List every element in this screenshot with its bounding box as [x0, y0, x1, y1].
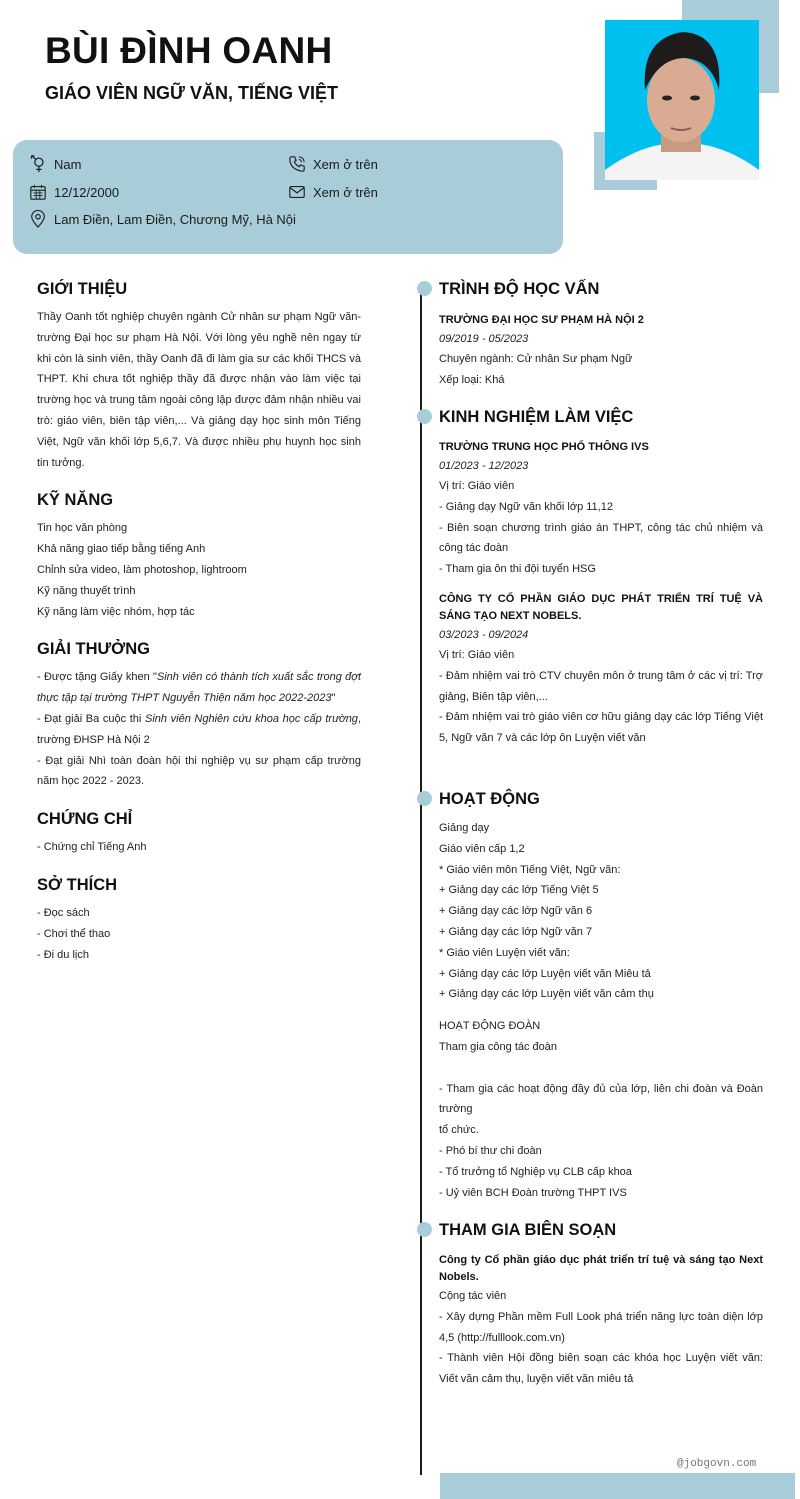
certificates-section [37, 810, 361, 858]
award-item: - Đạt giải Nhì toàn đoàn hội thi nghiệp vụ sư phạm cấp trường năm học 2022 - 2023. [37, 754, 361, 788]
union-subtitle: Tham gia công tác đoàn [439, 1040, 558, 1053]
skills-section [37, 491, 361, 622]
location-icon [29, 210, 47, 228]
experience-title: KINH NGHIỆM LÀM VIỆC [439, 408, 634, 426]
intro-title: GIỚI THIỆU [37, 280, 128, 298]
timeline-dot [417, 1222, 432, 1237]
decor-block-bottom [440, 1473, 795, 1499]
activity-line: + Giảng dạy các lớp Tiếng Việt 5 [439, 884, 599, 897]
job-line: Vị trí: Giáo viên [439, 648, 515, 661]
editing-line: Cộng tác viên [439, 1290, 507, 1302]
profile-photo [605, 20, 759, 180]
award-item: - Đạt giải Ba cuộc thi Sinh viên Nghiên cứu khoa học cấp trường, trường ĐHSP Hà Nội 2 [37, 712, 361, 746]
left-column [37, 280, 361, 983]
union-line: - Uỷ viên BCH Đoàn trường THPT IVS [439, 1186, 627, 1199]
skill-item: Chỉnh sửa video, làm photoshop, lightroom [37, 563, 247, 576]
activity-line: + Giảng dạy các lớp Ngữ văn 6 [439, 905, 593, 918]
activities-section [439, 790, 763, 1203]
editing-title: THAM GIA BIÊN SOẠN [439, 1221, 617, 1239]
skill-item: Kỹ năng thuyết trình [37, 584, 136, 597]
union-title: HOẠT ĐỘNG ĐOÀN [439, 1020, 541, 1033]
phone-value: Xem ở trên [313, 156, 378, 172]
activity-line: * Giáo viên môn Tiếng Việt, Ngữ văn: [439, 863, 621, 876]
union-line: - Phó bí thư chi đoàn [439, 1144, 542, 1157]
awards-title: GIẢI THƯỞNG [37, 640, 151, 659]
contact-panel [13, 140, 563, 254]
job-title: GIÁO VIÊN NGỮ VĂN, TIẾNG VIỆT [45, 83, 338, 103]
skill-item: Tin học văn phòng [37, 522, 128, 535]
hobby-item: - Đọc sách [37, 906, 90, 919]
timeline-dot [417, 409, 432, 424]
editing-line: - Thành viên Hội đồng biên soạn các khóa học Luyện viết văn: Viết văn cảm thụ, luyện viết văn miêu tả [439, 1352, 763, 1386]
address-value: Lam Điền, Lam Điền, Chương Mỹ, Hà Nội [54, 211, 296, 227]
job-date: 01/2023 - 12/2023 [439, 460, 529, 472]
certificate-item: - Chứng chỉ Tiếng Anh [37, 841, 147, 854]
timeline-dot [417, 281, 432, 296]
union-line: - Tham gia các hoạt động đầy đủ của lớp, liên chi đoàn và Đoàn trường [439, 1082, 763, 1116]
email-row [288, 183, 378, 201]
certificates-title: CHỨNG CHỈ [37, 810, 133, 829]
hobby-item: - Đi du lịch [37, 948, 89, 961]
experience-section [439, 408, 763, 749]
activity-line: + Giảng dạy các lớp Luyện viết văn Miêu tả [439, 967, 651, 980]
education-major: Chuyên ngành: Cử nhân Sư phạm Ngữ [439, 353, 633, 365]
job-line: - Đảm nhiệm vai trò giáo viên cơ hữu giảng dạy các lớp Tiếng Việt 5, Ngữ văn 7 và các lớp ôn Luyện viết văn [439, 711, 763, 745]
hobbies-section [37, 876, 361, 965]
intro-text: Thầy Oanh tốt nghiệp chuyên ngành Cử nhân sư phạm Ngữ văn- trường Đại học sư phạm Hà Nội. Với lòng yêu nghề nên ngay từ khi còn là sinh viên, thầy Oanh đã đi làm gia sư các khối THCS và THPT. Khi chưa tốt nghiệp thầy đã được nhận vào làm việc tại trường học và trung tâm ngoài công lập được đảm nhận nhiều vai trò: giáo viên, biên tập viên,... Và giảng dạy học sinh môn Tiếng Việt, Ngữ văn khối lớp 5,6,7. Và được nhiều phụ huynh học sinh tin tưởng. [37, 311, 361, 469]
editing-section [439, 1221, 763, 1390]
editing-line: - Xây dựng Phần mềm Full Look phá triển năng lực toàn diện lớp 4,5 (http://fulllook.com.vn) [439, 1310, 763, 1344]
job-org: TRƯỜNG TRUNG HỌC PHỔ THÔNG IVS [439, 441, 649, 453]
job-line: - Đảm nhiệm vai trò CTV chuyên môn ở trung tâm ở các vị trí: Trợ giảng, Biên tập viên,... [439, 669, 763, 703]
email-icon [288, 183, 306, 201]
birthday-row [29, 183, 119, 201]
skill-item: Kỹ năng làm việc nhóm, hợp tác [37, 605, 195, 618]
skills-title: KỸ NĂNG [37, 491, 114, 510]
watermark: @jobgovn.com [677, 1458, 757, 1470]
union-line: - Tổ trưởng tổ Nghiệp vụ CLB cấp khoa [439, 1165, 632, 1178]
job-date: 03/2023 - 09/2024 [439, 628, 529, 641]
education-title: TRÌNH ĐỘ HỌC VẤN [439, 280, 600, 298]
activity-line: Giảng dạy [439, 822, 490, 834]
activity-line: + Giảng dạy các lớp Ngữ văn 7 [439, 925, 593, 938]
phone-icon [288, 155, 306, 173]
intro-section [37, 280, 361, 473]
hobbies-title: SỞ THÍCH [37, 875, 118, 894]
phone-row [288, 155, 378, 173]
timeline-line [420, 289, 422, 1475]
education-section [439, 280, 763, 391]
job-line: - Tham gia ôn thi đội tuyển HSG [439, 563, 596, 576]
gender-icon [29, 155, 47, 173]
birthday-value: 12/12/2000 [54, 184, 120, 200]
union-line: tổ chức. [439, 1124, 479, 1137]
activity-line: Giáo viên cấp 1,2 [439, 842, 525, 855]
activity-line: * Giáo viên Luyện viết văn: [439, 946, 570, 959]
activities-title: HOẠT ĐỘNG [439, 790, 540, 808]
gender-value: Nam [54, 156, 82, 172]
editing-org: Công ty Cổ phần giáo dục phát triển trí tuệ và sáng tạo Next Nobels. [439, 1254, 763, 1283]
job-org: CÔNG TY CỔ PHẦN GIÁO DỤC PHÁT TRIỂN TRÍ TUỆ VÀ SÁNG TẠO NEXT NOBELS. [439, 592, 763, 622]
award-item: - Được tặng Giấy khen "Sinh viên có thành tích xuất sắc trong đợt thực tập tại trường THPT Nguyễn Thiện năm học 2022-2023" [37, 671, 361, 705]
hobby-item: - Chơi thể thao [37, 927, 111, 940]
email-value: Xem ở trên [313, 184, 378, 200]
calendar-icon [29, 183, 47, 201]
job-line: - Giảng dạy Ngữ văn khối lớp 11,12 [439, 500, 613, 513]
candidate-name: BÙI ĐÌNH OANH [45, 30, 333, 71]
education-date: 09/2019 - 05/2023 [439, 333, 529, 345]
job-line: Vị trí: Giáo viên [439, 480, 515, 492]
job-line: - Biên soạn chương trình giáo án THPT, công tác chủ nhiệm và công tác đoàn [439, 521, 763, 555]
skill-item: Khả năng giao tiếp bằng tiếng Anh [37, 543, 206, 556]
awards-section [37, 640, 361, 792]
timeline-dot [417, 791, 432, 806]
education-school: TRƯỜNG ĐẠI HỌC SƯ PHẠM HÀ NỘI 2 [439, 314, 644, 326]
gender-row [29, 155, 81, 173]
education-grade: Xếp loại: Khá [439, 373, 505, 386]
address-row [29, 210, 296, 228]
activity-line: + Giảng dạy các lớp Luyện viết văn cảm thụ [439, 988, 654, 1001]
